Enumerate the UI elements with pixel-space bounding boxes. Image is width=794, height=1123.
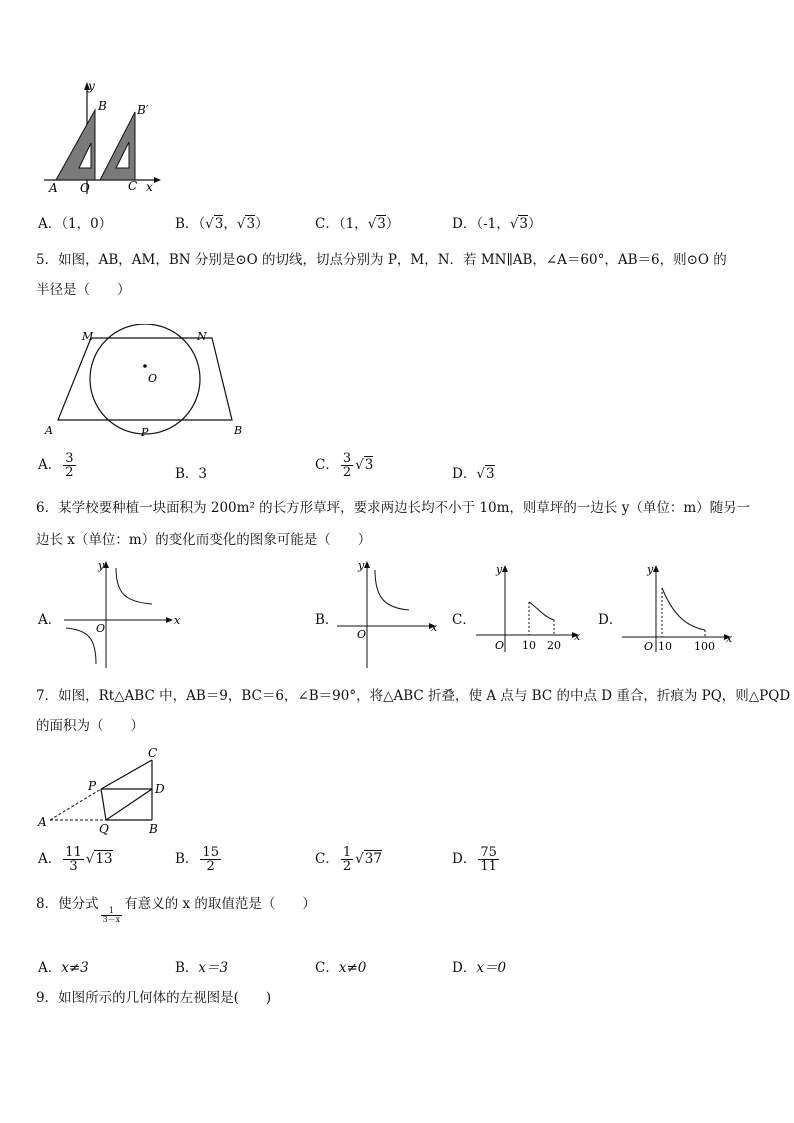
svg-text:y: y	[358, 559, 365, 572]
label-N: N	[197, 330, 207, 343]
q5-option-a[interactable]: A． $\frac{3}{2}$	[38, 451, 74, 480]
label-M: M	[82, 330, 94, 343]
q4-figure	[40, 78, 170, 196]
q6-option-a[interactable]: A．	[38, 612, 62, 628]
q6-graph-a	[60, 556, 185, 671]
svg-text:O: O	[495, 639, 505, 652]
label-P: P	[88, 779, 97, 793]
q4-option-d[interactable]: D．（-1，√3）	[452, 216, 542, 232]
q6-graph-d	[618, 560, 740, 655]
svg-text:y: y	[98, 559, 105, 572]
q6-stem-line1: 6．某学校要种植一块面积为 200m² 的长方形草坪，要求两边长均不小于 10m，则草坪的一边长 y（单位：m）随另一	[36, 500, 751, 516]
label-C: C	[148, 746, 158, 760]
q6-option-c[interactable]: C．	[452, 612, 476, 628]
label-Q: Q	[99, 822, 109, 836]
svg-text:O: O	[644, 640, 654, 653]
q7-stem-line1: 7．如图，Rt△ABC 中，AB＝9，BC＝6，∠B＝90°，将△ABC 折叠，使 A 点与 BC 的中点 D 重合，折痕为 PQ，则△PQD	[36, 688, 791, 704]
label-C: C	[128, 179, 138, 193]
svg-text:y: y	[496, 563, 503, 576]
q8-option-c[interactable]: C．x≠0	[315, 960, 367, 976]
q8-fraction: $\frac{1}{3-x}$	[102, 906, 121, 924]
svg-text:10: 10	[522, 639, 536, 652]
q7-option-c[interactable]: C． $\frac{1}{2}$ √37	[315, 845, 382, 874]
svg-text:20: 20	[547, 639, 561, 652]
q9-stem: 9．如图所示的几何体的左视图是( )	[36, 990, 272, 1006]
label-A: A	[49, 181, 58, 195]
label-O: O	[80, 181, 90, 195]
q7-figure	[36, 744, 176, 836]
svg-text:O: O	[96, 622, 106, 635]
q7-option-a[interactable]: A． $\frac{11}{3}$ √13	[38, 845, 113, 874]
q6-option-b[interactable]: B．	[315, 612, 339, 628]
svg-text:x: x	[574, 630, 581, 643]
q6-option-d[interactable]: D．	[598, 612, 623, 628]
label-B: B	[149, 822, 158, 836]
svg-text:x: x	[174, 614, 181, 627]
svg-text:x: x	[726, 632, 733, 645]
label-B-prime: B′	[137, 103, 149, 117]
svg-text:10: 10	[658, 640, 672, 653]
q5-option-d[interactable]: D．√3	[452, 466, 495, 482]
label-y: y	[88, 79, 95, 93]
label-x: x	[146, 180, 153, 194]
svg-text:100: 100	[694, 640, 715, 653]
q6-graph-b	[333, 556, 443, 671]
label-B: B	[98, 99, 107, 113]
q7-stem-line2: 的面积为（ ）	[36, 718, 144, 734]
svg-text:O: O	[357, 628, 367, 641]
label-A: A	[45, 424, 53, 437]
label-B: B	[234, 424, 243, 437]
q6-stem-line2: 边长 x（单位：m）的变化而变化的图象可能是（ ）	[36, 532, 372, 548]
q8-stem: 8．使分式 $\frac{1}{3-x}$ 有意义的 x 的取值范是（ ）	[36, 896, 316, 924]
q7-option-b[interactable]: B． $\frac{15}{2}$	[175, 845, 219, 874]
svg-text:y: y	[647, 563, 654, 576]
q5-option-c[interactable]: C． $\frac{3}{2}$ √3	[315, 451, 374, 480]
q8-option-b[interactable]: B．x＝3	[175, 960, 229, 976]
q8-option-d[interactable]: D．x＝0	[452, 960, 507, 976]
q4-option-b[interactable]: B．（√3，√3）	[175, 216, 269, 232]
label-A: A	[38, 815, 47, 829]
q6-graph-c	[472, 560, 587, 655]
q7-option-d[interactable]: D． $\frac{75}{11}$	[452, 845, 497, 874]
q4-option-a[interactable]: A．（1，0）	[38, 216, 113, 232]
q4-option-c[interactable]: C．（1，√3）	[315, 216, 400, 232]
label-D: D	[155, 782, 165, 796]
q5-stem-line2: 半径是（ ）	[36, 282, 131, 298]
q5-figure	[38, 324, 253, 442]
svg-text:x: x	[431, 621, 438, 634]
q5-option-b[interactable]: B．3	[175, 466, 208, 482]
label-O: O	[148, 372, 158, 385]
q5-stem-line1: 5．如图，AB，AM，BN 分别是⊙O 的切线，切点分别为 P，M，N．若 MN∥AB，∠A＝60°，AB＝6，则⊙O 的	[36, 252, 727, 268]
q8-option-a[interactable]: A．x≠3	[38, 960, 89, 976]
label-P: P	[141, 426, 149, 439]
